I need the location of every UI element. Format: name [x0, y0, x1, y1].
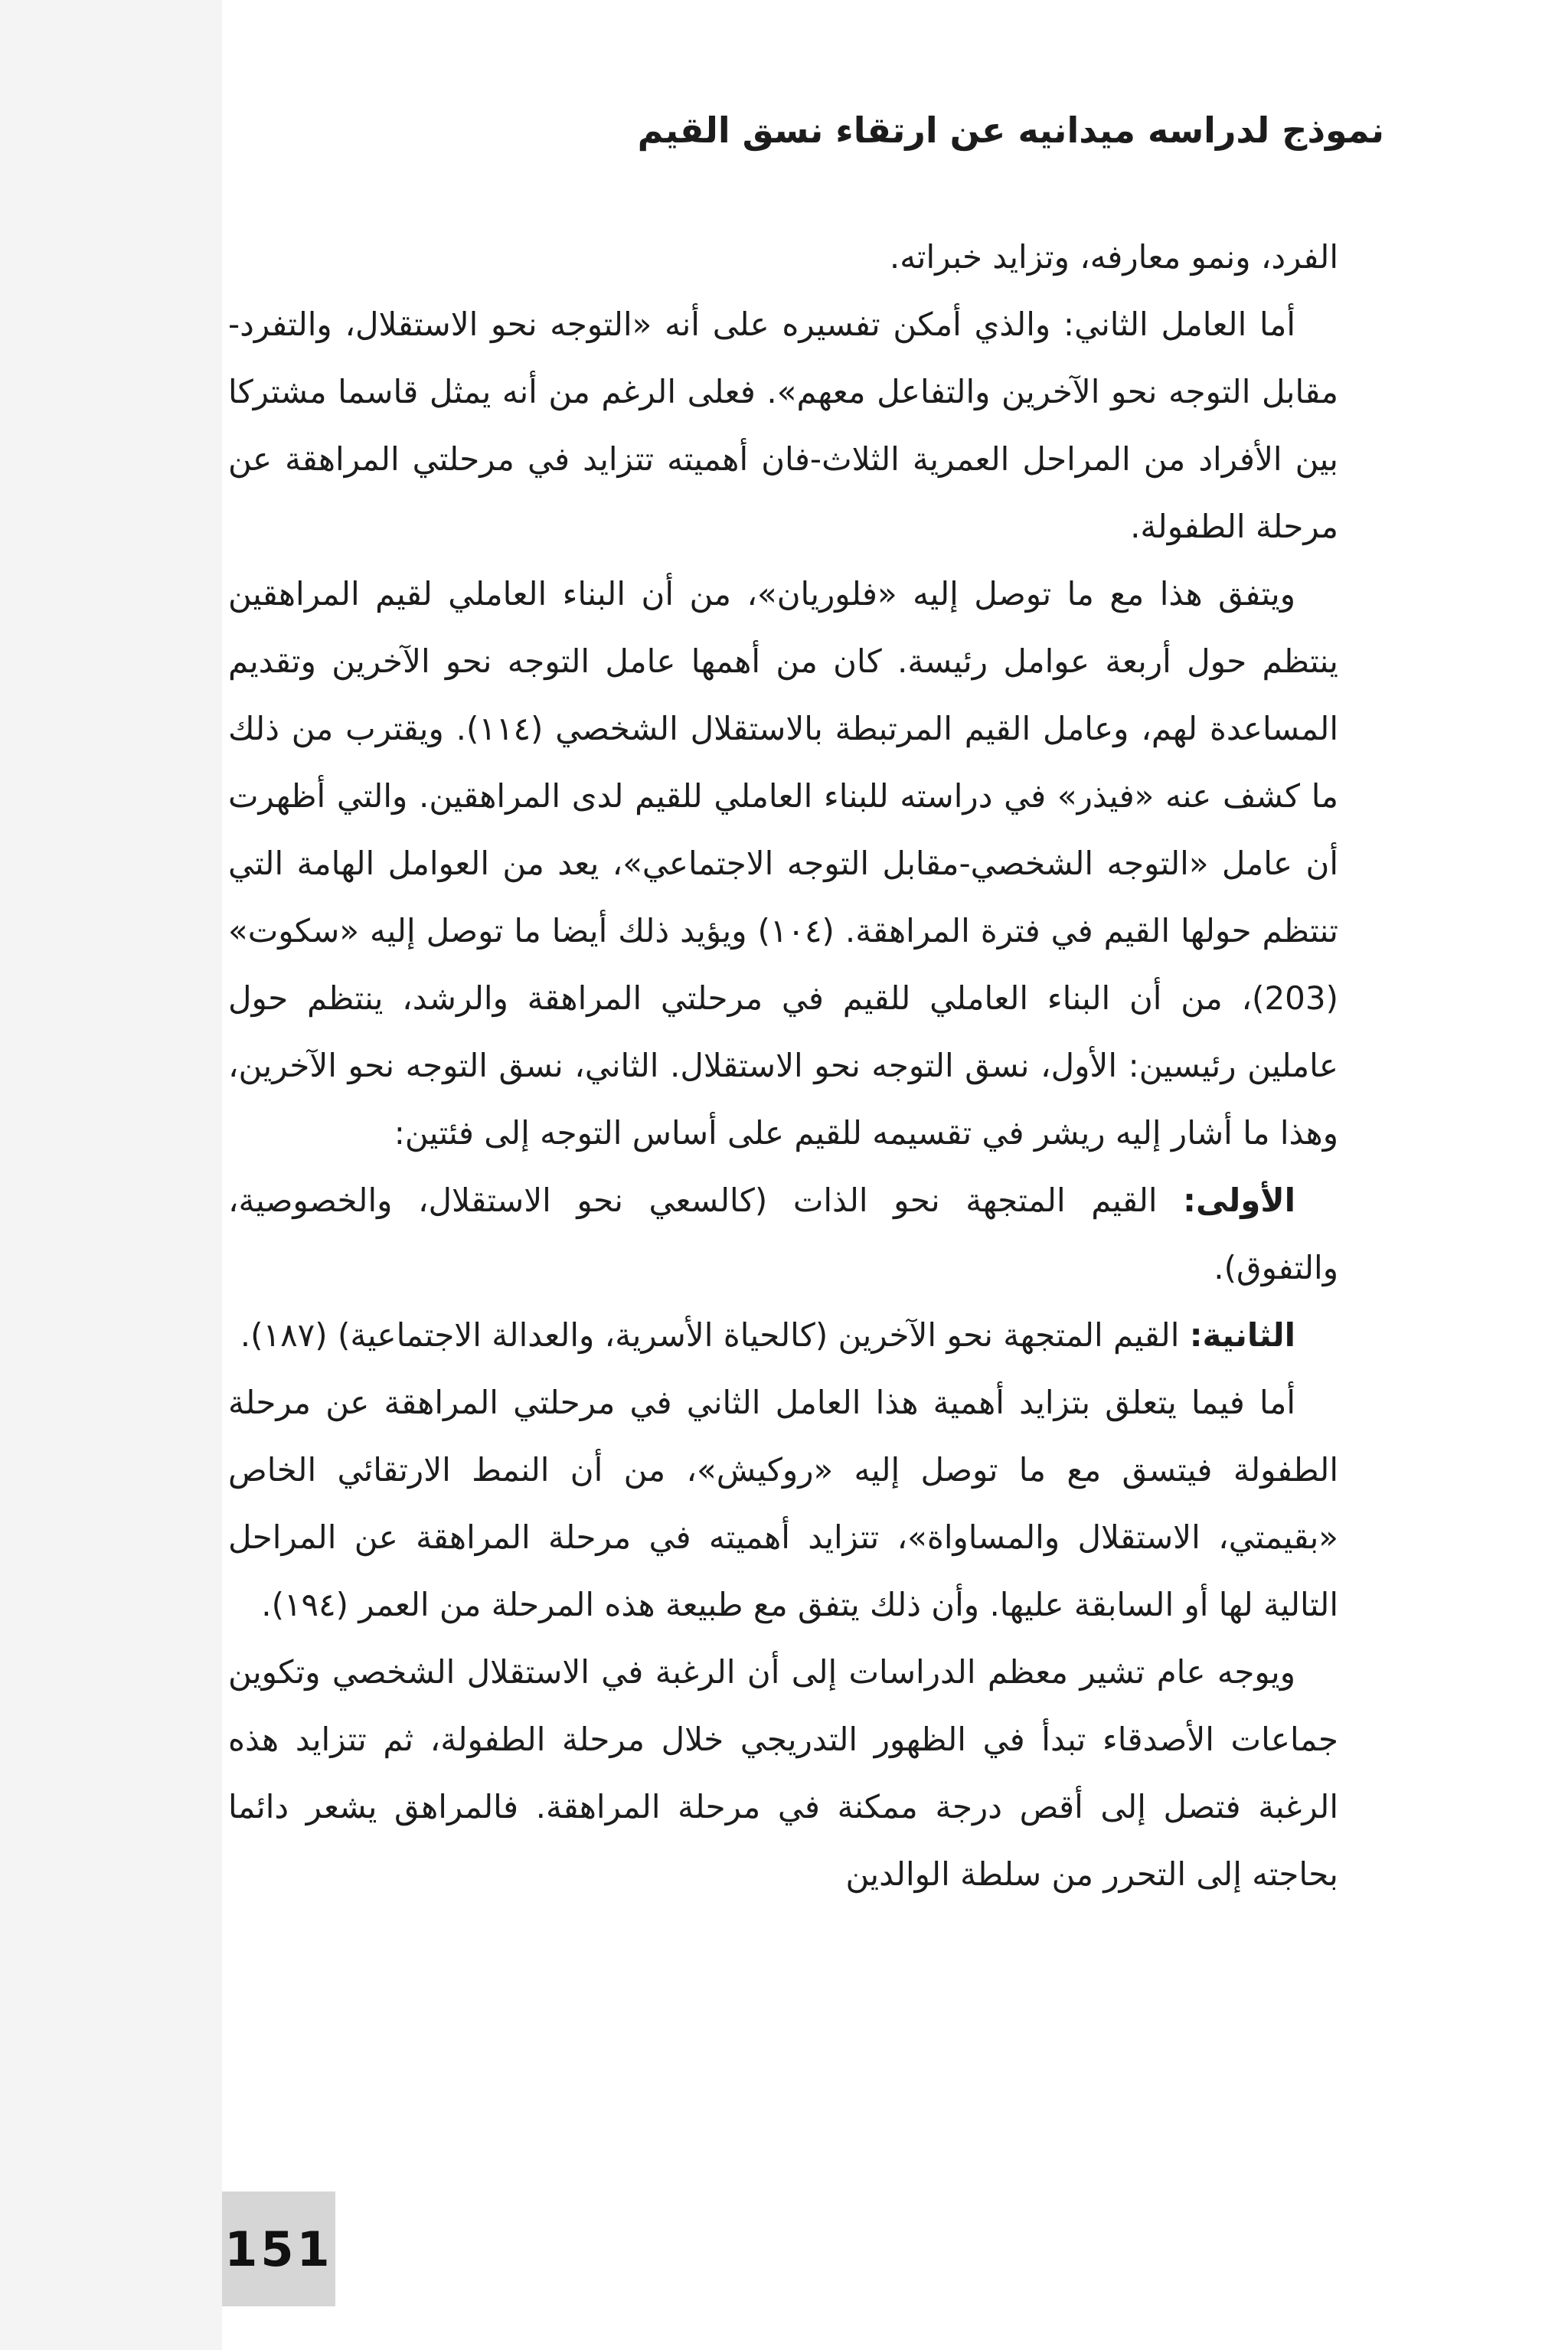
list-item-first-text: القيم المتجهة نحو الذات (كالسعي نحو الاستقلال، والخصوصية، والتفوق). — [228, 1182, 1338, 1286]
paragraph-4: أما فيما يتعلق بتزايد أهمية هذا العامل الثاني في مرحلتي المراهقة عن مرحلة الطفولة فيتسق مع ما توصل إليه «روكيش»، من أن النمط الارتقائي الخاص «بقيمتي، الاستقلال والمساواة»، تتزايد أهميته في مرحلة المراهقة عن المراحل التالية لها أو السابقة عليها. وأن ذلك يتفق مع طبيعة هذه المرحلة من العمر (١٩٤). — [228, 1384, 1338, 1623]
page-gutter — [0, 0, 222, 2350]
body-text — [228, 224, 1338, 1908]
paragraph-1: الفرد، ونمو معارفه، وتزايد خبراته. — [889, 238, 1338, 276]
list-item-first — [228, 1167, 1338, 1302]
page-number-box — [222, 2191, 335, 2306]
running-header: نموذج لدراسه ميدانيه عن ارتقاء نسق القيم — [637, 109, 1384, 151]
list-item-second-label: الثانية: — [1189, 1316, 1295, 1354]
page-number: 151 — [224, 2221, 333, 2277]
list-item-second — [228, 1302, 1338, 1369]
list-item-second-text: القيم المتجهة نحو الآخرين (كالحياة الأسرية، والعدالة الاجتماعية) (١٨٧). — [240, 1316, 1190, 1354]
paragraph-2: أما العامل الثاني: والذي أمكن تفسيره على أنه «التوجه نحو الاستقلال، والتفرد-مقابل التوجه نحو الآخرين والتفاعل معهم». فعلى الرغم من أنه يمثل قاسما مشتركا بين الأفراد من المراحل العمرية الثلاث-فان أهميته تتزايد في مرحلتي المراهقة عن مرحلة الطفولة. — [228, 306, 1338, 545]
paragraph-3: ويتفق هذا مع ما توصل إليه «فلوريان»، من أن البناء العاملي لقيم المراهقين ينتظم حول أربعة عوامل رئيسة. كان من أهمها عامل التوجه نحو الآخرين وتقديم المساعدة لهم، وعامل القيم المرتبطة بالاستقلال الشخصي (١١٤). ويقترب من ذلك ما كشف عنه «فيذر» في دراسته للبناء العاملي للقيم لدى المراهقين. والتي أظهرت أن عامل «التوجه الشخصي-مقابل التوجه الاجتماعي»، يعد من العوامل الهامة التي تنتظم حولها القيم في فترة المراهقة. (١٠٤) ويؤيد ذلك أيضا ما توصل إليه «سكوت» (203)، من أن البناء العاملي للقيم في مرحلتي المراهقة والرشد، ينتظم حول عاملين رئيسين: الأول، نسق التوجه نحو الاستقلال. الثاني، نسق التوجه نحو الآخرين، وهذا ما أشار إليه ريشر في تقسيمه للقيم على أساس التوجه إلى فئتين: — [228, 575, 1338, 1152]
list-item-first-label: الأولى: — [1183, 1182, 1295, 1219]
paragraph-5: ويوجه عام تشير معظم الدراسات إلى أن الرغبة في الاستقلال الشخصي وتكوين جماعات الأصدقاء تبدأ في الظهور التدريجي خلال مرحلة الطفولة، ثم تتزايد هذه الرغبة فتصل إلى أقص درجة ممكنة في مرحلة المراهقة. فالمراهق يشعر دائما بحاجته إلى التحرر من سلطة الوالدين — [228, 1653, 1338, 1893]
